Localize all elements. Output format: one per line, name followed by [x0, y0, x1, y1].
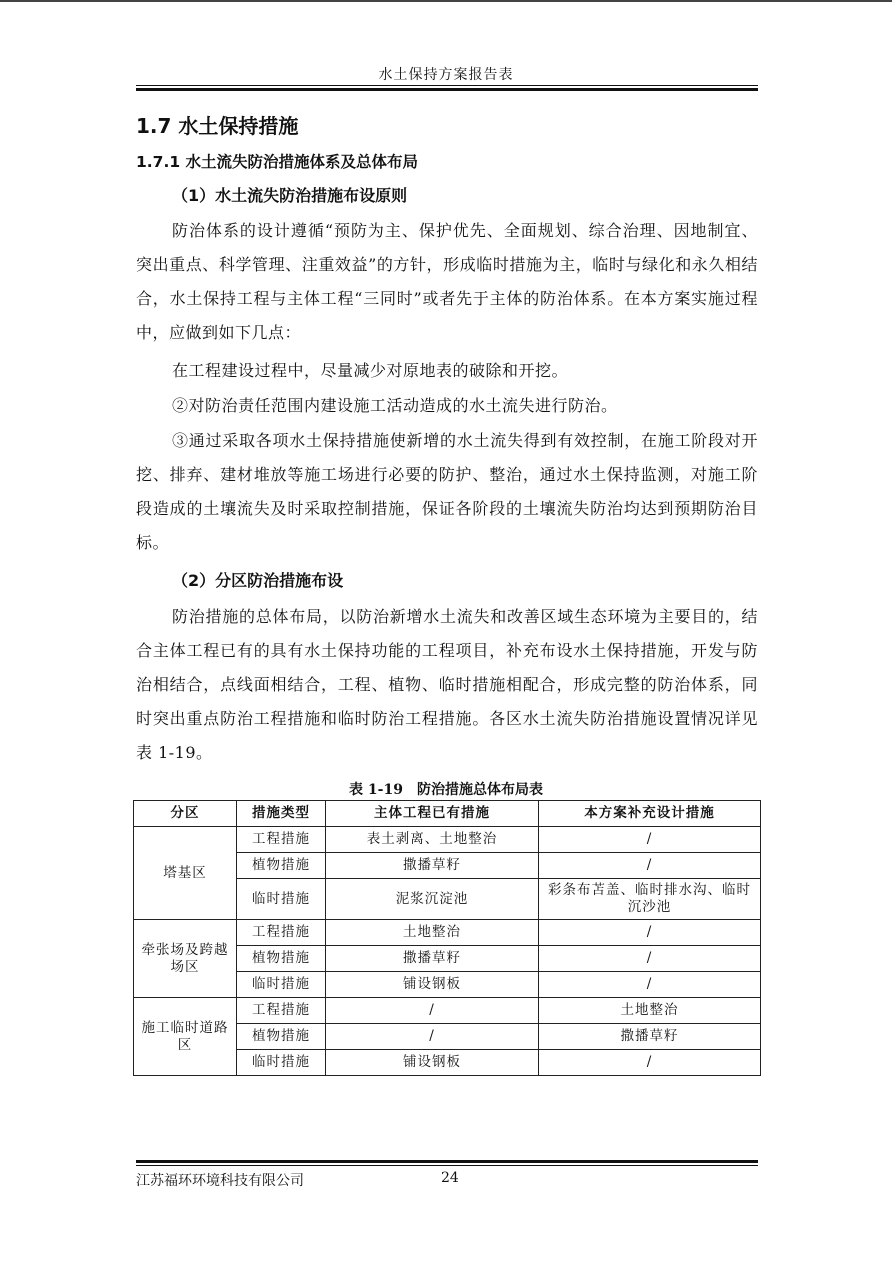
paragraph-point-1: 在工程建设过程中，尽量减少对原地表的破除和开挖。 — [172, 361, 569, 380]
zone-cell: 施工临时道路区 — [134, 998, 237, 1076]
header-rule-thick — [136, 88, 758, 91]
header-existing-measures: 主体工程已有措施 — [326, 801, 539, 827]
supplement-measure-cell: / — [539, 946, 761, 972]
existing-measure-cell: 土地整治 — [326, 920, 539, 946]
page-top-border — [0, 0, 892, 2]
measure-type-cell: 植物措施 — [237, 853, 326, 879]
measure-type-cell: 工程措施 — [237, 920, 326, 946]
supplement-measure-cell: / — [539, 972, 761, 998]
measure-type-cell: 植物措施 — [237, 946, 326, 972]
table-header-row — [134, 801, 761, 827]
measure-type-cell: 植物措施 — [237, 1024, 326, 1050]
zone-cell: 塔基区 — [134, 827, 237, 920]
header-measure-type: 措施类型 — [237, 801, 326, 827]
zoning-heading: （2）分区防治措施布设 — [172, 571, 344, 590]
measure-type-cell: 工程措施 — [237, 998, 326, 1024]
supplement-measure-cell: / — [539, 920, 761, 946]
footer-company: 江苏福环环境科技有限公司 — [136, 1173, 304, 1189]
running-header: 水土保持方案报告表 — [378, 67, 514, 83]
paragraph-principles: 防治体系的设计遵循“预防为主、保护优先、全面规划、综合治理、因地制宜、突出重点、科学管理、注重效益”的方针，形成临时措施为主，临时与绿化和永久相结合，水土保持工程与主体工程“三同时”或者先于主体的防治体系。在本方案实施过程中，应做到如下几点： — [136, 221, 758, 342]
paragraph-point-3: ③通过采取各项水土保持措施使新增的水土流失得到有效控制，在施工阶段对开挖、排弃、建材堆放等施工场进行必要的防护、整治，通过水土保持监测，对施工阶段造成的土壤流失及时采取控制措施，保证各阶段的土壤流失防治均达到预期防治目标。 — [136, 431, 758, 552]
supplement-measure-cell: 彩条布苫盖、临时排水沟、临时沉沙池 — [539, 879, 761, 920]
paragraph-layout: 防治措施的总体布局，以防治新增水土流失和改善区域生态环境为主要目的，结合主体工程已有的具有水土保持功能的工程项目，补充布设水土保持措施，开发与防治相结合，点线面相结合，工程、植物、临时措施相配合，形成完整的防治体系，同时突出重点防治工程措施和临时防治工程措施。各区水土流失防治措施设置情况详见表 1-19。 — [136, 607, 758, 762]
existing-measure-cell: 铺设钢板 — [326, 1050, 539, 1076]
supplement-measure-cell: 土地整治 — [539, 998, 761, 1024]
existing-measure-cell: 撒播草籽 — [326, 946, 539, 972]
table-row — [134, 920, 761, 946]
page-number: 24 — [441, 1170, 459, 1186]
measure-type-cell: 临时措施 — [237, 879, 326, 920]
existing-measure-cell: / — [326, 1024, 539, 1050]
existing-measure-cell: / — [326, 998, 539, 1024]
zone-cell: 牵张场及跨越场区 — [134, 920, 237, 998]
supplement-measure-cell: / — [539, 853, 761, 879]
principles-heading: （1）水土流失防治措施布设原则 — [172, 186, 408, 205]
supplement-measure-cell: / — [539, 827, 761, 853]
table-row — [134, 998, 761, 1024]
paragraph-point-2: ②对防治责任范围内建设施工活动造成的水土流失进行防治。 — [172, 396, 618, 415]
existing-measure-cell: 撒播草籽 — [326, 853, 539, 879]
table-row — [134, 827, 761, 853]
existing-measure-cell: 表土剥离、土地整治 — [326, 827, 539, 853]
section-heading: 1.7 水土保持措施 — [136, 114, 299, 138]
header-rule — [136, 85, 758, 86]
footer-rule — [136, 1165, 758, 1166]
header-zone: 分区 — [134, 801, 237, 827]
existing-measure-cell: 泥浆沉淀池 — [326, 879, 539, 920]
supplement-measure-cell: 撒播草籽 — [539, 1024, 761, 1050]
header-supplementary-measures: 本方案补充设计措施 — [539, 801, 761, 827]
measure-type-cell: 工程措施 — [237, 827, 326, 853]
subsection-heading: 1.7.1 水土流失防治措施体系及总体布局 — [136, 153, 419, 171]
measure-type-cell: 临时措施 — [237, 972, 326, 998]
measure-type-cell: 临时措施 — [237, 1050, 326, 1076]
existing-measure-cell: 铺设钢板 — [326, 972, 539, 998]
supplement-measure-cell: / — [539, 1050, 761, 1076]
measures-layout-table — [133, 800, 761, 1076]
footer-rule-thick — [136, 1160, 758, 1163]
table-caption: 表 1-19 防治措施总体布局表 — [349, 782, 543, 798]
